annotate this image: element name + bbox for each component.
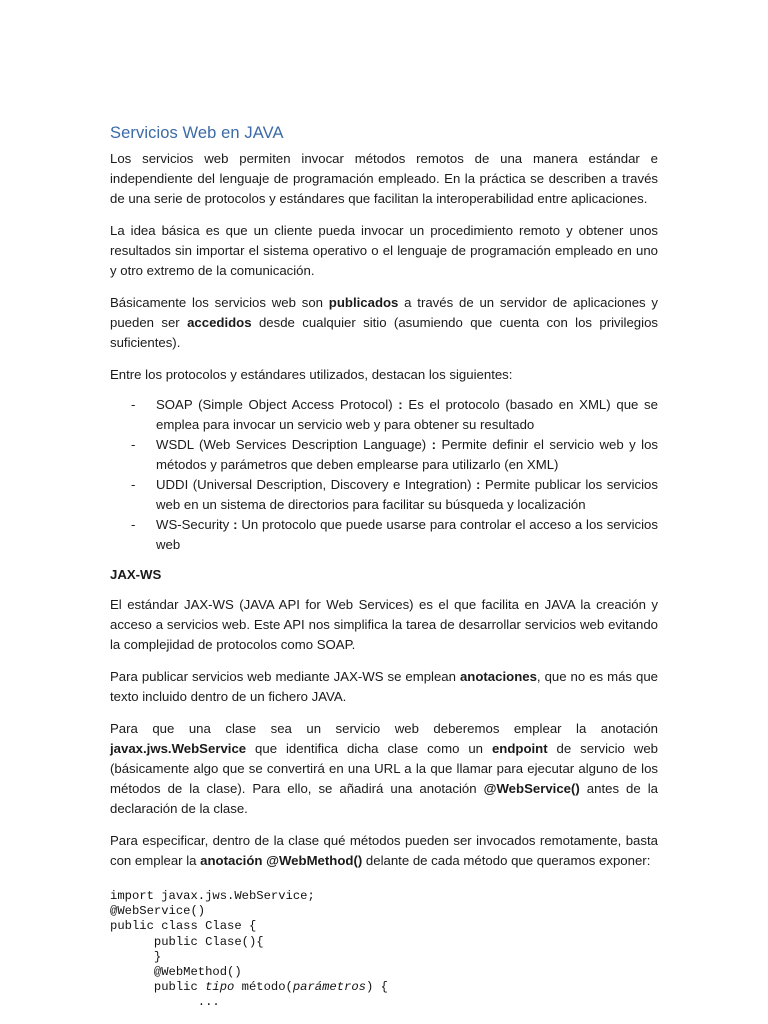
code-line: public class Clase {	[110, 919, 257, 934]
code-line: ...	[110, 995, 220, 1010]
page-title: Servicios Web en JAVA	[110, 124, 284, 142]
code-line: public Clase(){	[110, 934, 264, 949]
code-line: public tipo método(parámetros) {	[110, 980, 388, 995]
paragraph-protocols-intro: Entre los protocolos y estándares utilizados, destacan los siguientes:	[110, 367, 513, 382]
paragraph-jaxws: El estándar JAX-WS (JAVA API for Web Services) es el que facilita en JAVA la creación y acceso a servicios web. Este API nos simplifica la tarea de desarrollar servicios web evitando la complejidad de protocolos como SOAP.	[110, 597, 658, 652]
code-line: @WebService()	[110, 904, 206, 919]
protocol-list	[110, 395, 658, 555]
list-item: - WS-Security : Un protocolo que puede usarse para controlar el acceso a los servicios web	[131, 517, 658, 552]
code-line: import javax.jws.WebService;	[110, 889, 315, 903]
list-item: - WSDL (Web Services Description Language) : Permite definir el servicio web y los métodos y parámetros que deben emplearse para utilizarlo (en XML)	[131, 437, 659, 472]
paragraph-webmethod: Para especificar, dentro de la clase qué métodos pueden ser invocados remotamente, basta con emplear la anotación @WebMethod() delante de cada método que queramos exponer:	[110, 833, 658, 868]
paragraph-publicados: Básicamente los servicios web son publicados a través de un servidor de aplicaciones y pueden ser accedidos desde cualquier sitio (asumiendo que cuenta con los privilegios suficientes).	[110, 295, 659, 350]
code-block	[110, 889, 658, 1011]
paragraph-anotaciones: Para publicar servicios web mediante JAX-WS se emplean anotaciones, que no es más que texto incluido dentro de un fichero JAVA.	[110, 669, 659, 704]
paragraph-webservice: Para que una clase sea un servicio web deberemos emplear la anotación javax.jws.WebService que identifica dicha clase como un endpoint de servicio web (básicamente algo que se convertirá en una URL a la que llamar para ejecutar alguno de los métodos de la clase). Para ello, se añadirá una anotación @WebService() antes de la declaración de la clase.	[110, 721, 658, 816]
code-line: @WebMethod()	[110, 965, 242, 980]
list-item: - SOAP (Simple Object Access Protocol) : Es el protocolo (basado en XML) que se emplea para invocar un servicio web y para obtener su resultado	[131, 397, 658, 432]
list-item: - UDDI (Universal Description, Discovery e Integration) : Permite publicar los servicios web en un sistema de directorios para facilitar su búsqueda y localización	[131, 477, 658, 512]
section-heading-jaxws: JAX-WS	[110, 567, 162, 582]
code-line: }	[110, 949, 162, 964]
paragraph-idea: La idea básica es que un cliente pueda invocar un procedimiento remoto y obtener unos resultados sin importar el sistema operativo o el lenguaje de programación empleado en uno y otro extremo de la comunicación.	[110, 223, 658, 278]
paragraph-intro: Los servicios web permiten invocar métodos remotos de una manera estándar e independiente del lenguaje de programación empleado. En la práctica se describen a través de una serie de protocolos y estándares que facilitan la interoperabilidad entre aplicaciones.	[110, 151, 658, 206]
